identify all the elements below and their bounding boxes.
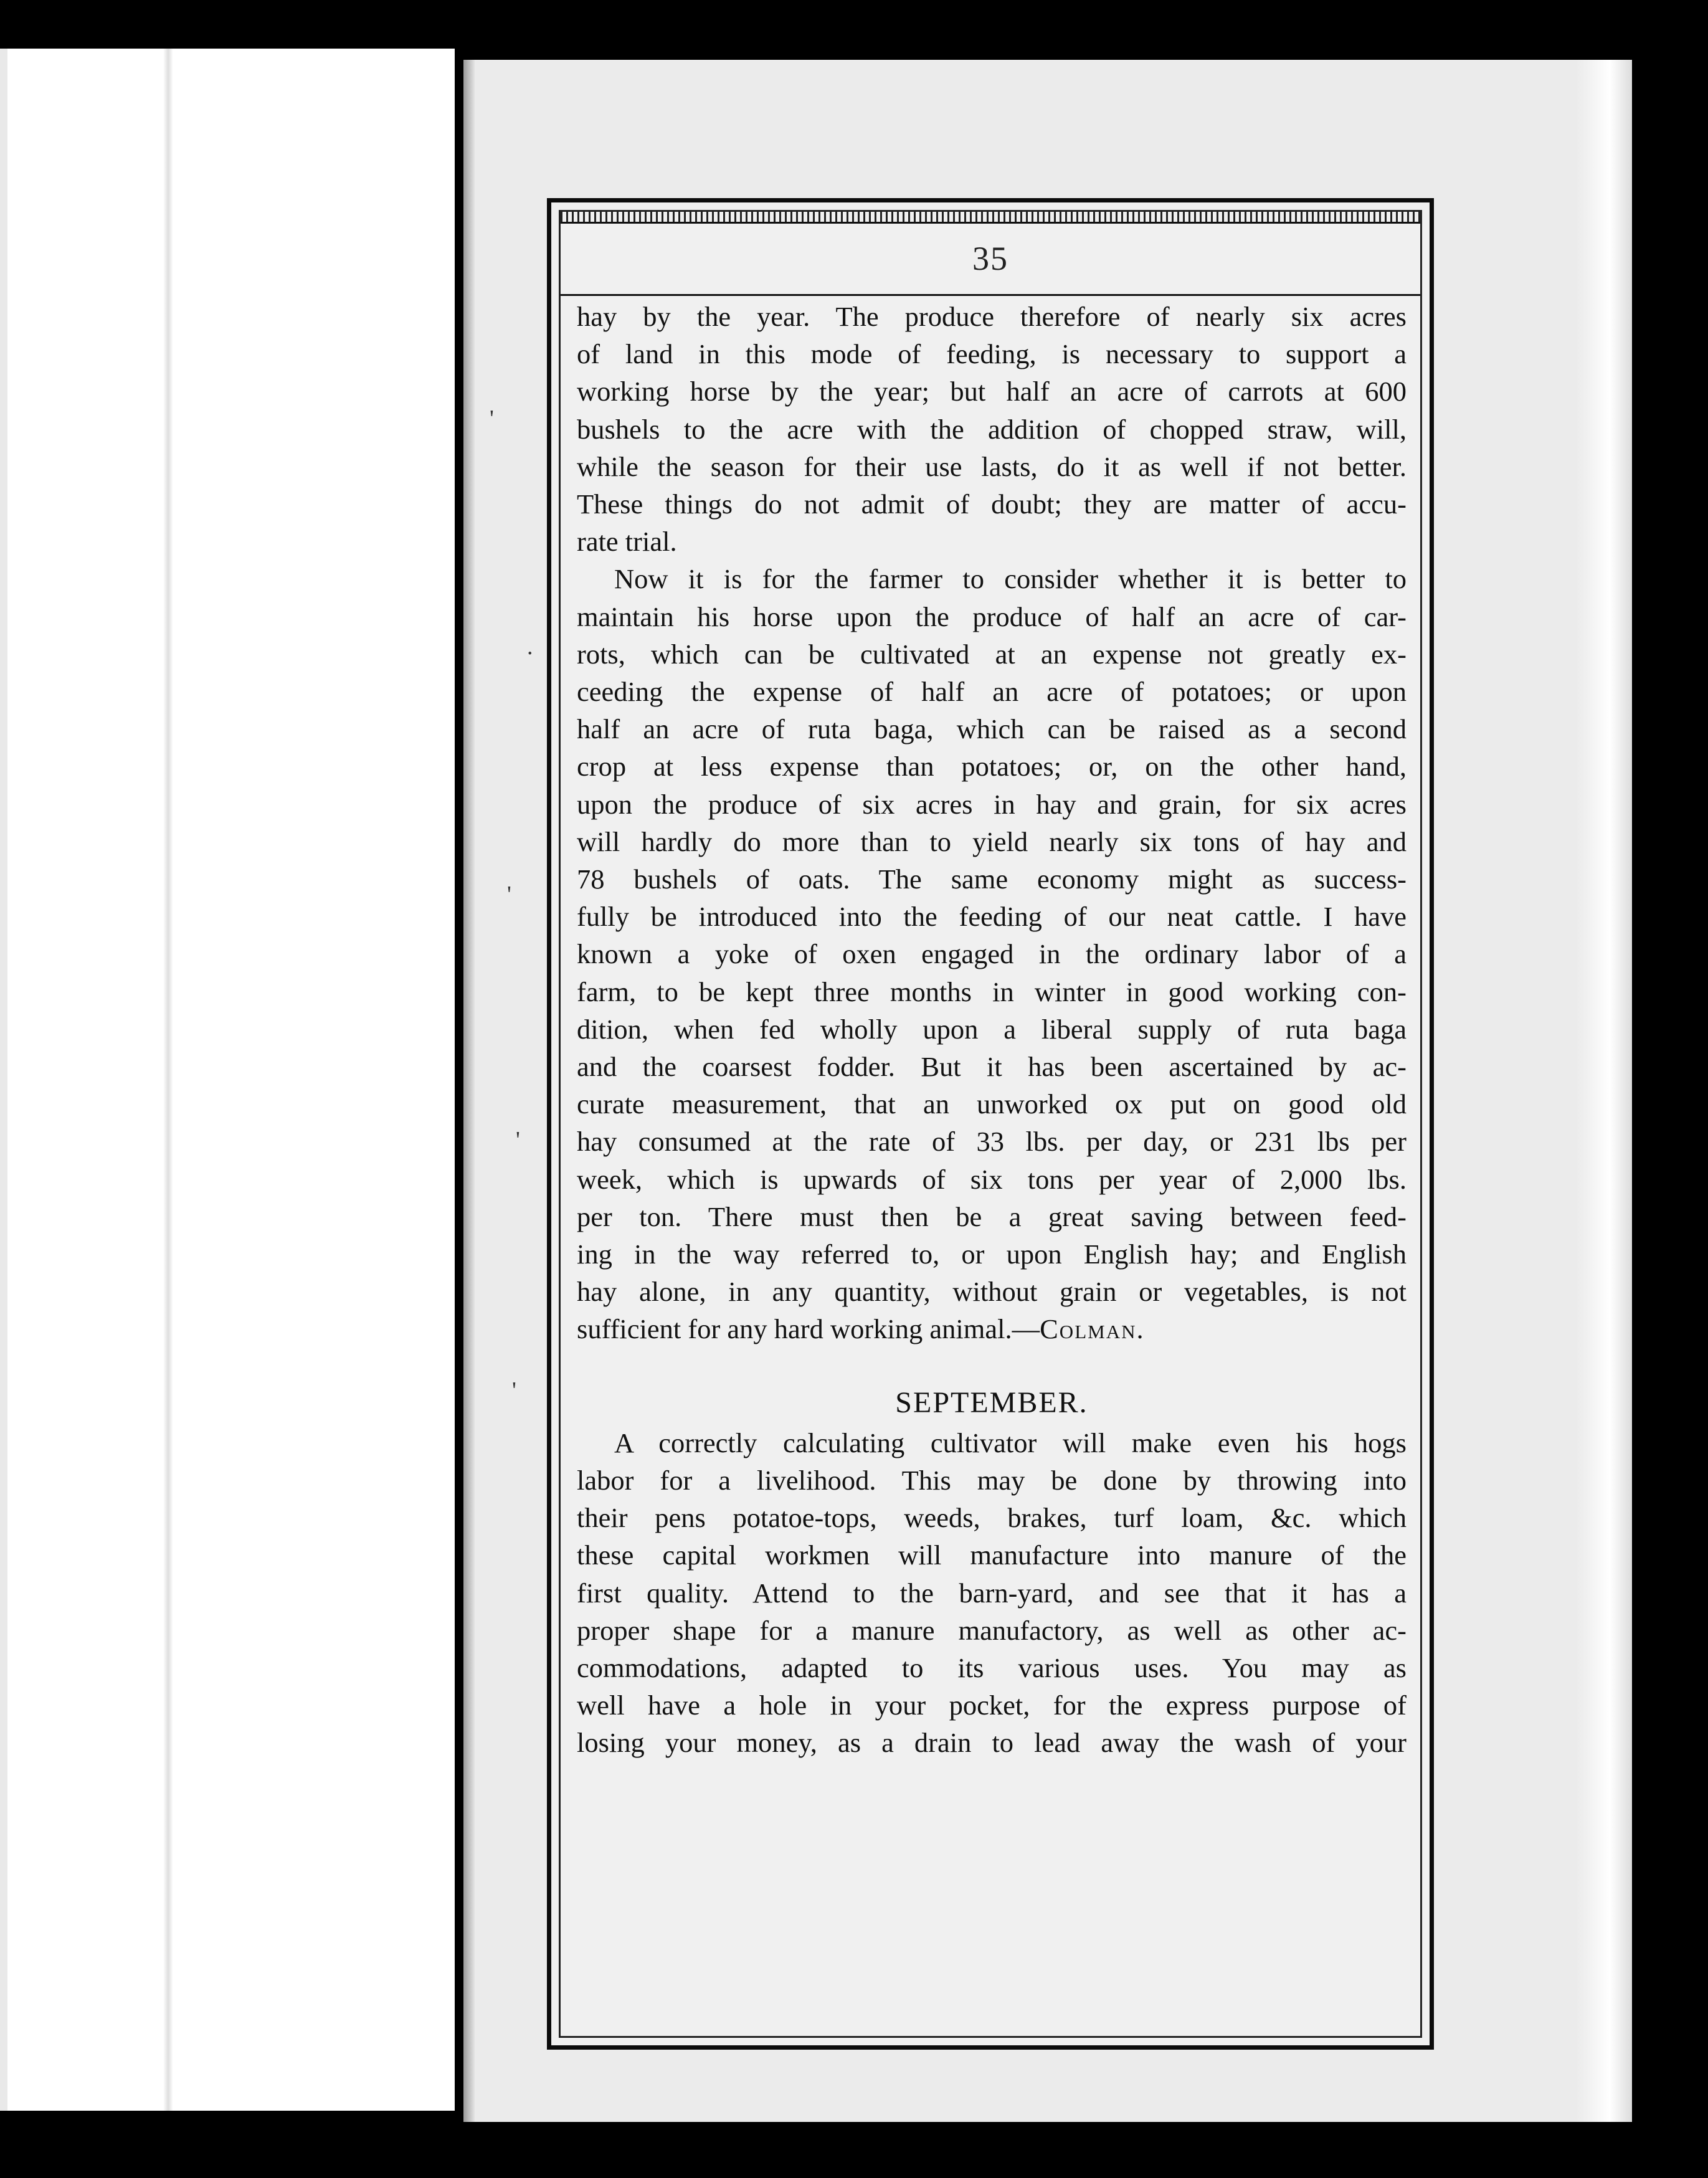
paragraph-continued <box>577 298 1407 560</box>
text-line: maintain his horse upon the produce of half an acre of car- <box>577 601 1407 632</box>
text-line: 78 bushels of oats. The same economy might as success- <box>577 863 1407 895</box>
text-line: these capital workmen will manufacture into manure of the <box>577 1539 1407 1571</box>
margin-mark: ' <box>490 406 494 432</box>
page-body-text <box>577 298 1407 1762</box>
margin-mark: . <box>527 634 533 660</box>
header-rule <box>561 294 1420 296</box>
text-frame-inner-rule <box>559 210 1422 2038</box>
text-line: ing in the way referred to, or upon English hay; and English <box>577 1239 1407 1270</box>
page-edge <box>0 49 7 2111</box>
text-line: ceeding the expense of half an acre of potatoes; or upon <box>577 676 1407 708</box>
text-line: curate measurement, that an unworked ox put on good old <box>577 1088 1407 1120</box>
text-line: proper shape for a manure manufactory, as well as other ac- <box>577 1614 1407 1646</box>
page-edge-shadow <box>463 60 475 2122</box>
text-line: rate trial. <box>577 526 677 558</box>
text-line: well have a hole in your pocket, for the express purpose of <box>577 1690 1407 1721</box>
text-line: hay consumed at the rate of 33 lbs. per day, or 231 lbs per <box>577 1126 1407 1158</box>
paragraph-september <box>577 1424 1407 1762</box>
text-line: and the coarsest fodder. But it has been ascertained by ac- <box>577 1051 1407 1083</box>
ornamental-top-rule <box>561 212 1420 224</box>
text-frame <box>547 198 1434 2050</box>
author-signature: Colman. <box>1040 1313 1145 1345</box>
text-line <box>577 1310 1407 1348</box>
margin-mark: ' <box>512 1377 516 1404</box>
paragraph-horse-feeding <box>577 560 1407 1348</box>
text-line: upon the produce of six acres in hay and grain, for six acres <box>577 788 1407 820</box>
text-line: labor for a livelihood. This may be done by throwing into <box>577 1464 1407 1496</box>
text-line: hay alone, in any quantity, without grain or vegetables, is not <box>577 1276 1407 1308</box>
text-line: rots, which can be cultivated at an expense not greatly ex- <box>577 638 1407 670</box>
text-line: half an acre of ruta baga, which can be raised as a second <box>577 713 1407 745</box>
margin-mark: ' <box>516 1127 520 1153</box>
text-line: losing your money, as a drain to lead away the wash of your <box>577 1727 1407 1759</box>
text-line: These things do not admit of doubt; they are matter of accu- <box>577 488 1407 520</box>
margin-mark: ' <box>507 882 511 908</box>
closing-sentence: sufficient for any hard working animal.— <box>577 1313 1040 1345</box>
text-line: fully be introduced into the feeding of our neat cattle. I have <box>577 901 1407 933</box>
section-heading: SEPTEMBER. <box>895 1386 1088 1419</box>
text-line: bushels to the acre with the addition of chopped straw, will, <box>577 413 1407 445</box>
text-line: of land in this mode of feeding, is necessary to support a <box>577 338 1407 370</box>
text-line: hay by the year. The produce therefore of nearly six acres <box>577 301 1407 332</box>
blank-left-page <box>0 49 455 2111</box>
page-right-edge <box>1576 60 1632 2122</box>
text-line: known a yoke of oxen engaged in the ordinary labor of a <box>577 938 1407 970</box>
text-line: farm, to be kept three months in winter in good working con- <box>577 976 1407 1007</box>
page-fold <box>163 49 173 2111</box>
text-line: per ton. There must then be a great saving between feed- <box>577 1201 1407 1232</box>
text-line: dition, when fed wholly upon a liberal supply of ruta baga <box>577 1013 1407 1045</box>
text-line: Now it is for the farmer to consider whether it is better to <box>614 563 1407 595</box>
text-line: week, which is upwards of six tons per year of 2,000 lbs. <box>577 1163 1407 1195</box>
text-line: their pens potatoe-tops, weeds, brakes, turf loam, &c. which <box>577 1502 1407 1534</box>
text-line: crop at less expense than potatoes; or, on the other hand, <box>577 751 1407 782</box>
text-line: while the season for their use lasts, do it as well if not better. <box>577 450 1407 482</box>
text-line: will hardly do more than to yield nearly six tons of hay and <box>577 825 1407 857</box>
text-line: commodations, adapted to its various uses. You may as <box>577 1652 1407 1683</box>
text-line: A correctly calculating cultivator will make even his hogs <box>614 1427 1407 1458</box>
page-number: 35 <box>972 240 1008 277</box>
text-line: working horse by the year; but half an acre of carrots at 600 <box>577 376 1407 407</box>
text-line: first quality. Attend to the barn-yard, and see that it has a <box>577 1577 1407 1609</box>
